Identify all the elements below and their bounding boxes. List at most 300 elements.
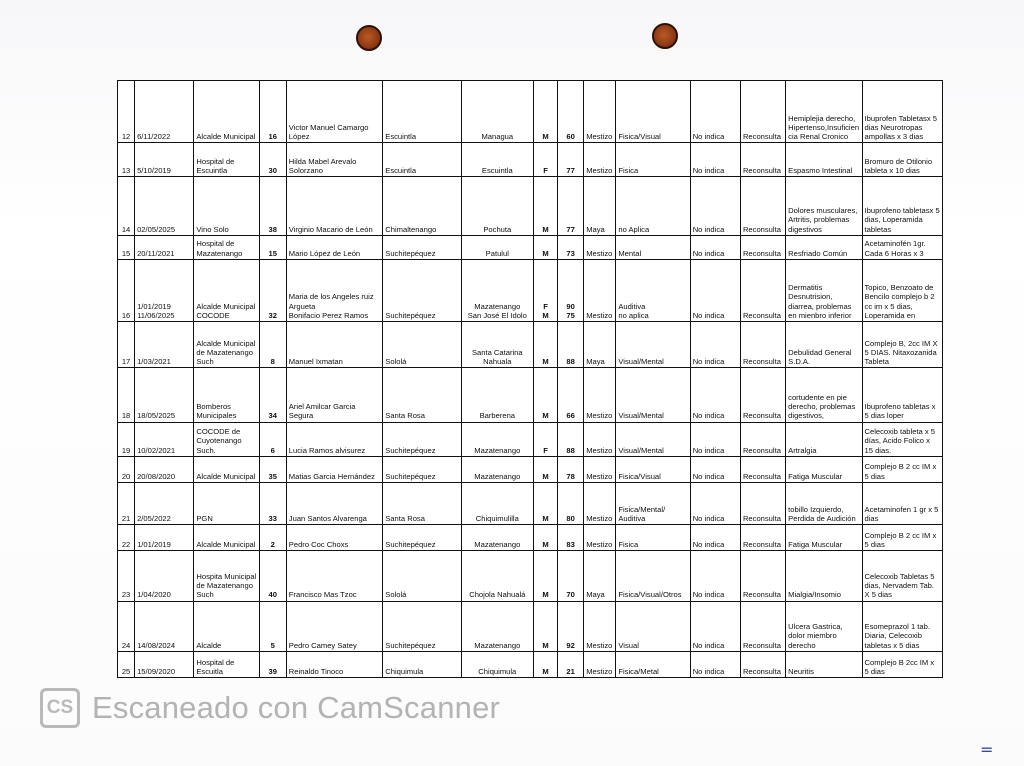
indication-text: No indica [692,640,725,650]
indication-text: No indica [692,166,725,176]
cell-ethnicity [584,143,616,177]
cell-municipality [461,143,533,177]
department-text: Sololá [385,357,407,367]
count-text: 34 [268,411,277,421]
cell-indication [690,143,740,177]
row-number-text: 12 [121,132,131,142]
age-text: 77 [566,166,575,176]
ethnicity-text: Mestizo [586,471,613,481]
institution-text: Bomberos Municipales [196,402,237,421]
table-row [118,235,943,259]
cell-consult-type [740,422,785,456]
disability-text: Fisica [618,166,639,176]
cell-treatment [862,177,942,235]
ethnicity-text: Mestizo [586,445,613,455]
watermark-text: Escaneado con CamScanner [92,690,501,725]
indication-text: No indica [692,224,725,234]
indication-text: No indica [692,310,725,320]
cell-treatment [862,456,942,482]
cell-institution [194,525,259,551]
cell-institution [194,143,259,177]
cell-consult-type [740,482,785,524]
age-text: 80 [566,513,575,523]
treatment-text: Complejo B 2cc IM x 5 dias [864,657,935,676]
cell-age [558,322,584,368]
cell-patient-name [286,551,382,601]
cell-sex [533,482,557,524]
cell-municipality [461,482,533,524]
table-row [118,651,943,677]
cell-date [135,482,194,524]
cell-disability [616,259,690,321]
disability-text: Fisica/Metal [618,666,659,676]
cell-patient-name [286,525,382,551]
sex-text: M [542,248,549,258]
cell-treatment [862,601,942,651]
institution-text: Hospital de Escuitla [196,657,235,676]
cell-disability [616,482,690,524]
diagnosis-text: Debulidad General S.D.A. [788,347,852,367]
cell-disability [616,368,690,422]
consult-type-text: Reconsulta [742,513,781,523]
punch-hole-right [652,23,678,49]
institution-text: Hospita Municipal de Mazatenango Such [196,571,257,600]
consult-type-text: Reconsulta [742,471,781,481]
treatment-text: Acetaminofén 1gr. Cada 6 Horas x 3 [864,239,926,258]
table-row [118,456,943,482]
cell-row-number [118,235,135,259]
cell-indication [690,651,740,677]
cell-disability [616,422,690,456]
cell-department [383,235,461,259]
disability-text: Fisica/Mental/ Auditiva [618,504,666,523]
cell-count [259,368,286,422]
age-text: 77 [566,224,575,234]
cell-municipality [461,259,533,321]
count-text: 6 [270,445,275,455]
cell-consult-type [740,259,785,321]
cell-age [558,177,584,235]
institution-text: COCODE de Cuyotenango Such. [196,427,242,455]
municipality-text: Pochuta [483,224,512,234]
indication-text: No indica [692,666,725,676]
date-text: 1/04/2020 [137,590,171,600]
age-text: 90 [566,301,575,311]
punch-hole-left [356,25,382,51]
disability-text-2: no aplica [618,310,649,320]
patient-name-text: Ariel Amilcar Garcia Segura [288,402,356,421]
cell-disability [616,456,690,482]
cell-date [135,651,194,677]
cell-sex [533,525,557,551]
date-text-2: 11/06/2025 [137,310,175,320]
cell-department [383,651,461,677]
cell-row-number [118,81,135,143]
cell-ethnicity [584,259,616,321]
cell-indication [690,322,740,368]
treatment-text: Celecoxib Tabletas 5 dias, Nervadem Tab. X 5 dias [864,571,935,600]
cell-date [135,259,194,321]
diagnosis-text: Fatiga Muscular [788,471,843,481]
row-number-text: 13 [121,166,131,176]
cell-diagnosis [786,422,862,456]
cell-age [558,551,584,601]
cell-patient-name [286,482,382,524]
cell-sex [533,177,557,235]
ethnicity-text: Maya [586,357,605,367]
cell-age [558,259,584,321]
count-text: 33 [268,513,277,523]
cell-row-number [118,422,135,456]
institution-text: Alcalde Municipal [196,301,256,311]
row-number-text: 21 [121,513,131,523]
patient-name-text: Reinaldo Tinoco [288,666,344,676]
table-row [118,482,943,524]
disability-text: Fisica/Visual/Otros [618,590,682,600]
cell-municipality [461,235,533,259]
cell-sex [533,259,557,321]
disability-text: Fisica/Visual [618,132,661,142]
cell-date [135,422,194,456]
ethnicity-text: Maya [586,224,605,234]
sex-text: F [543,166,548,176]
ethnicity-text: Mestizo [586,132,613,142]
consult-type-text: Reconsulta [742,666,781,676]
count-text: 32 [268,310,277,320]
age-text: 73 [566,248,575,258]
municipality-text: Escuintla [481,166,513,176]
cell-patient-name [286,177,382,235]
sex-text: M [542,224,549,234]
ethnicity-text: Mestizo [586,411,613,421]
municipality-text: Santa Catarina Nahuala [471,347,523,367]
municipality-text: Mazatenango [474,640,521,650]
cell-diagnosis [786,456,862,482]
department-text: Suchitepéquez [385,540,436,550]
sex-text: M [542,540,549,550]
cell-row-number [118,482,135,524]
cell-consult-type [740,601,785,651]
cell-row-number [118,368,135,422]
patient-name-text: Manuel Ixmatan [288,357,343,367]
table-row [118,259,943,321]
date-text: 14/08/2024 [137,640,176,650]
date-text: 1/01/2019 [137,540,171,550]
cell-institution [194,322,259,368]
cell-count [259,651,286,677]
cell-ethnicity [584,651,616,677]
cell-department [383,81,461,143]
patient-name-text: Hilda Mabel Arevalo Solorzano [288,156,357,176]
department-text: Sololá [385,590,407,600]
cell-institution [194,651,259,677]
cell-row-number [118,456,135,482]
diagnosis-text: cortudente en pie derecho, problemas digestivos, [788,392,856,421]
cell-age [558,368,584,422]
cell-treatment [862,551,942,601]
date-text: 18/05/2025 [137,411,176,421]
cell-indication [690,456,740,482]
disability-text: Fisica/Visual [618,471,661,481]
cell-indication [690,551,740,601]
pen-mark: = [980,740,994,759]
cell-institution [194,551,259,601]
cell-treatment [862,143,942,177]
cell-indication [690,422,740,456]
cell-sex [533,235,557,259]
cell-consult-type [740,235,785,259]
cell-row-number [118,551,135,601]
indication-text: No indica [692,540,725,550]
cell-disability [616,81,690,143]
disability-text: Visual/Mental [618,411,664,421]
cell-row-number [118,525,135,551]
cell-patient-name [286,601,382,651]
row-number-text: 17 [121,357,131,367]
age-text: 60 [566,132,575,142]
cell-municipality [461,322,533,368]
cell-sex [533,143,557,177]
row-number-text: 16 [121,310,131,320]
indication-text: No indica [692,357,725,367]
camscanner-logo: CS [40,688,80,728]
count-text: 35 [268,471,277,481]
consult-type-text: Reconsulta [742,224,781,234]
cell-department [383,368,461,422]
cell-date [135,143,194,177]
cell-department [383,482,461,524]
consult-type-text: Reconsulta [742,357,781,367]
ethnicity-text: Mestizo [586,540,613,550]
institution-text: Alcalde Municipal [196,132,256,142]
cell-department [383,143,461,177]
cell-diagnosis [786,143,862,177]
disability-text: Visual [618,640,639,650]
patient-name-text: Pedro Coc Choxs [288,540,349,550]
cell-count [259,525,286,551]
consult-type-text: Reconsulta [742,590,781,600]
department-text: Suchitepéquez [385,445,436,455]
cell-consult-type [740,525,785,551]
municipality-text: Chojola Nahualá [469,590,526,600]
age-text: 88 [566,445,575,455]
cell-patient-name [286,322,382,368]
cell-count [259,322,286,368]
treatment-text: Ibuprofen Tabletasx 5 dias Neurotropas ampollas x 3 dias [864,113,937,142]
age-text: 92 [566,640,575,650]
count-text: 8 [270,357,275,367]
cell-institution [194,368,259,422]
disability-text: Visual/Mental [618,445,664,455]
ethnicity-text: Mestizo [586,166,613,176]
cell-patient-name [286,81,382,143]
cell-department [383,525,461,551]
row-number-text: 18 [121,411,131,421]
cell-department [383,177,461,235]
table-row [118,81,943,143]
cell-age [558,456,584,482]
cell-diagnosis [786,322,862,368]
consult-type-text: Reconsulta [742,132,781,142]
municipality-text: Chiquimulilla [475,513,519,523]
date-text: 2/05/2022 [137,513,171,523]
row-number-text: 15 [121,248,131,258]
treatment-text: Celecoxib tableta x 5 días, Acido Folico x 15 dias. [864,427,936,455]
count-text: 40 [268,590,277,600]
date-text: 15/09/2020 [137,666,176,676]
cell-consult-type [740,368,785,422]
table-row [118,143,943,177]
cell-count [259,177,286,235]
cell-treatment [862,422,942,456]
cell-date [135,601,194,651]
institution-text: Alcalde Municipal de Mazatenango Such [196,338,256,367]
treatment-text: Bromuro de Otilonio tableta x 10 dias [864,156,933,176]
cell-consult-type [740,322,785,368]
sex-text: F [543,445,548,455]
cell-diagnosis [786,551,862,601]
consult-type-text: Reconsulta [742,445,781,455]
cell-treatment [862,482,942,524]
cell-patient-name [286,368,382,422]
cell-row-number [118,601,135,651]
cell-date [135,235,194,259]
cell-municipality [461,368,533,422]
cell-indication [690,177,740,235]
cell-municipality [461,422,533,456]
municipality-text: Mazatenango [474,445,521,455]
sex-text: M [542,640,549,650]
cell-age [558,651,584,677]
cell-sex [533,368,557,422]
count-text: 16 [268,132,277,142]
cell-disability [616,601,690,651]
department-text: Escuintla [385,166,417,176]
ethnicity-text: Mestizo [586,640,613,650]
cell-institution [194,482,259,524]
cell-consult-type [740,551,785,601]
disability-text: Mental [618,248,642,258]
cell-sex [533,81,557,143]
diagnosis-text: Fatiga Muscular [788,540,843,550]
cell-ethnicity [584,601,616,651]
table-row [118,322,943,368]
cell-count [259,81,286,143]
diagnosis-text: Neuritis [788,666,814,676]
row-number-text: 19 [121,445,131,455]
row-number-text: 20 [121,471,131,481]
camscanner-watermark [40,685,500,731]
sex-text: M [542,357,549,367]
cell-count [259,143,286,177]
cell-disability [616,551,690,601]
treatment-text: Complejo B 2 cc IM x 5 dias [864,530,937,550]
cell-institution [194,177,259,235]
cell-age [558,601,584,651]
diagnosis-text: Espasmo Intestinal [788,166,853,176]
indication-text: No indica [692,132,725,142]
cell-diagnosis [786,601,862,651]
sex-text: M [542,590,549,600]
cell-disability [616,143,690,177]
cell-indication [690,235,740,259]
cell-department [383,456,461,482]
disability-text: Visual/Mental [618,357,664,367]
cell-ethnicity [584,456,616,482]
cell-date [135,456,194,482]
table-row [118,525,943,551]
indication-text: No indica [692,445,725,455]
department-text: Suchitepéquez [385,248,436,258]
cell-treatment [862,651,942,677]
cell-indication [690,368,740,422]
count-text: 38 [268,224,277,234]
cell-diagnosis [786,651,862,677]
count-text: 5 [270,640,275,650]
cell-disability [616,235,690,259]
date-text: 20/08/2020 [137,471,176,481]
diagnosis-text: Hemiplejia derecho, Hipertenso,Insuficiencia Renal Cronico [788,113,860,142]
institution-text: Alcalde Municipal [196,540,256,550]
department-text: Suchitepéquez [385,640,436,650]
cell-sex [533,322,557,368]
cell-ethnicity [584,177,616,235]
institution-text: PGN [196,513,213,523]
count-text: 30 [268,166,277,176]
treatment-text: Esomeprazol 1 tab. Diaria, Celecoxib tabletas x 5 dias [864,622,930,650]
cell-consult-type [740,651,785,677]
cell-sex [533,422,557,456]
consult-type-text: Reconsulta [742,310,781,320]
cell-institution [194,81,259,143]
age-text: 78 [566,471,575,481]
treatment-text: Complejo B 2 cc IM x 5 dias [864,462,937,481]
cell-row-number [118,259,135,321]
patient-name-text: Victor Manuel Camargo López [288,122,369,142]
cell-department [383,422,461,456]
municipality-text: Mazatenango [474,471,521,481]
ethnicity-text: Mestizo [586,248,613,258]
cell-institution [194,456,259,482]
date-text: 1/01/2019 [137,301,171,311]
diagnosis-text: Dermatitis Desnutrision, diarrea, problemas en mienbro inferior [788,283,852,320]
cell-treatment [862,81,942,143]
cell-diagnosis [786,368,862,422]
sex-text: M [542,132,549,142]
cell-diagnosis [786,235,862,259]
ethnicity-text: Maya [586,590,605,600]
indication-text: No indica [692,248,725,258]
cell-age [558,422,584,456]
cell-consult-type [740,143,785,177]
institution-text-2: COCODE [196,310,230,320]
cell-sex [533,551,557,601]
patient-name-text: Virginio Macario de León [288,224,373,234]
cell-age [558,525,584,551]
sex-text: M [542,471,549,481]
patient-name-text: Lucia Ramos alvisurez [288,445,366,455]
age-text: 83 [566,540,575,550]
department-text: Chimaltenango [385,224,437,234]
cell-disability [616,651,690,677]
consult-type-text: Reconsulta [742,166,781,176]
indication-text: No indica [692,411,725,421]
consult-type-text: Reconsulta [742,640,781,650]
ethnicity-text: Mestizo [586,310,613,320]
cell-date [135,81,194,143]
row-number-text: 22 [121,540,131,550]
cell-indication [690,601,740,651]
